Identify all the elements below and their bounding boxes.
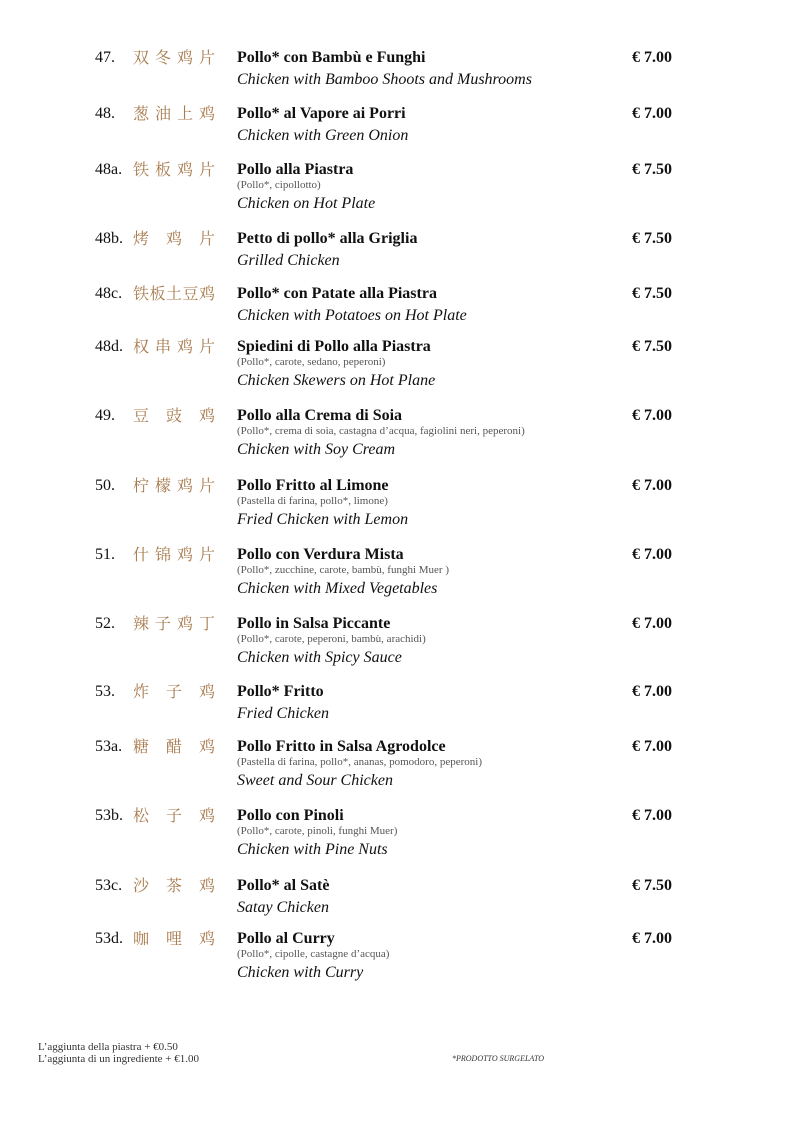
- item-ingredients: (Pollo*, carote, pinoli, funghi Muer): [237, 825, 398, 837]
- item-chinese-name: [133, 284, 215, 304]
- item-chinese-name: [133, 48, 215, 68]
- item-italian-name: Pollo alla Piastra: [237, 161, 354, 178]
- item-italian-name: Pollo* Fritto: [237, 683, 324, 700]
- item-english-name: Grilled Chicken: [237, 252, 340, 269]
- item-italian-name: Pollo* con Patate alla Piastra: [237, 285, 437, 302]
- item-chinese-name: [133, 406, 215, 426]
- item-chinese-name: [133, 806, 215, 826]
- item-price: € 7.00: [632, 738, 672, 755]
- item-chinese-name: [133, 476, 215, 496]
- item-number: 50.: [95, 477, 115, 494]
- chinese-char: 子: [165, 682, 182, 701]
- chinese-char: 葱: [133, 104, 150, 123]
- item-english-name: Satay Chicken: [237, 899, 329, 916]
- chinese-char: 串: [154, 337, 171, 356]
- chinese-char: 鸡: [165, 229, 182, 248]
- chinese-char: 冬: [154, 48, 171, 67]
- item-chinese-name: [133, 337, 215, 357]
- item-number: 48a.: [95, 161, 123, 178]
- item-number: 48b.: [95, 230, 123, 247]
- chinese-char: 烤: [133, 229, 150, 248]
- chinese-char: 鸡: [176, 48, 193, 67]
- item-ingredients: (Pollo*, carote, peperoni, bambù, arachidi): [237, 633, 426, 645]
- item-price: € 7.00: [632, 546, 672, 563]
- item-chinese-name: [133, 160, 215, 180]
- chinese-char: 鸡: [198, 806, 215, 825]
- item-english-name: Chicken with Soy Cream: [237, 441, 396, 458]
- item-number: 51.: [95, 546, 115, 563]
- footer-ingredient-surcharge: L’aggiunta di un ingrediente + €1.00: [38, 1053, 199, 1065]
- item-price: € 7.00: [632, 930, 672, 947]
- item-english-name: Chicken on Hot Plate: [237, 195, 376, 212]
- item-english-name: Fried Chicken: [237, 705, 329, 722]
- chinese-char: 檬: [154, 476, 171, 495]
- item-italian-name: Pollo* al Satè: [237, 877, 330, 894]
- item-price: € 7.00: [632, 407, 672, 424]
- chinese-char: 咖: [133, 929, 150, 948]
- item-price: € 7.00: [632, 683, 672, 700]
- chinese-char: 上: [176, 104, 193, 123]
- chinese-char: 片: [198, 160, 215, 179]
- chinese-char: 板: [154, 160, 171, 179]
- item-italian-name: Pollo* al Vapore ai Porri: [237, 105, 406, 122]
- chinese-char: 鸡: [198, 104, 215, 123]
- item-number: 49.: [95, 407, 115, 424]
- chinese-char: 辣: [133, 614, 150, 633]
- chinese-char: 片: [198, 48, 215, 67]
- item-english-name: Chicken with Curry: [237, 964, 364, 981]
- item-english-name: Chicken with Pine Nuts: [237, 841, 388, 858]
- item-english-name: Chicken Skewers on Hot Plane: [237, 372, 436, 389]
- chinese-char: 醋: [165, 737, 182, 756]
- item-price: € 7.00: [632, 615, 672, 632]
- item-price: € 7.00: [632, 49, 672, 66]
- item-italian-name: Spiedini di Pollo alla Piastra: [237, 338, 431, 355]
- item-italian-name: Pollo con Pinoli: [237, 807, 344, 824]
- item-italian-name: Pollo Fritto in Salsa Agrodolce: [237, 738, 446, 755]
- item-ingredients: (Pollo*, zucchine, carote, bambù, funghi Muer ): [237, 564, 449, 576]
- item-price: € 7.50: [632, 161, 672, 178]
- item-italian-name: Pollo in Salsa Piccante: [237, 615, 391, 632]
- item-number: 47.: [95, 49, 115, 66]
- chinese-char: 双: [133, 48, 150, 67]
- item-english-name: Chicken with Spicy Sauce: [237, 649, 402, 666]
- chinese-char: 鸡: [198, 737, 215, 756]
- item-price: € 7.50: [632, 285, 672, 302]
- chinese-char: 片: [198, 229, 215, 248]
- chinese-char: 丁: [198, 614, 215, 633]
- item-chinese-name: [133, 737, 215, 757]
- item-chinese-name: [133, 929, 215, 949]
- item-price: € 7.00: [632, 477, 672, 494]
- item-number: 53a.: [95, 738, 123, 755]
- item-number: 53d.: [95, 930, 123, 947]
- item-ingredients: (Pollo*, cipollotto): [237, 179, 321, 191]
- chinese-char: 茶: [165, 876, 182, 895]
- item-chinese-name: [133, 614, 215, 634]
- chinese-char: 片: [198, 337, 215, 356]
- item-english-name: Fried Chicken with Lemon: [237, 511, 409, 528]
- chinese-char: 鸡: [176, 337, 193, 356]
- chinese-char: 炸: [133, 682, 150, 701]
- chinese-char: 鸡: [198, 284, 215, 303]
- chinese-char: 铁: [133, 284, 150, 303]
- item-number: 48c.: [95, 285, 123, 302]
- item-english-name: Chicken with Bamboo Shoots and Mushrooms: [237, 71, 532, 88]
- item-english-name: Sweet and Sour Chicken: [237, 772, 393, 789]
- item-ingredients: (Pastella di farina, pollo*, limone): [237, 495, 388, 507]
- item-italian-name: Pollo alla Crema di Soia: [237, 407, 403, 424]
- chinese-char: 鸡: [176, 545, 193, 564]
- item-ingredients: (Pollo*, cipolle, castagne d’acqua): [237, 948, 390, 960]
- chinese-char: 片: [198, 476, 215, 495]
- item-number: 52.: [95, 615, 115, 632]
- item-english-name: Chicken with Potatoes on Hot Plate: [237, 307, 467, 324]
- item-ingredients: (Pastella di farina, pollo*, ananas, pomodoro, peperoni): [237, 756, 482, 768]
- chinese-char: 沙: [133, 876, 150, 895]
- chinese-char: 子: [154, 614, 171, 633]
- item-english-name: Chicken with Mixed Vegetables: [237, 580, 438, 597]
- item-number: 53c.: [95, 877, 123, 894]
- item-italian-name: Pollo Fritto al Limone: [237, 477, 389, 494]
- chinese-char: 板: [149, 284, 166, 303]
- item-price: € 7.50: [632, 230, 672, 247]
- footer-plate-surcharge: L’aggiunta della piastra + €0.50: [38, 1041, 178, 1053]
- chinese-char: 柠: [133, 476, 150, 495]
- item-chinese-name: [133, 104, 215, 124]
- item-ingredients: (Pollo*, carote, sedano, peperoni): [237, 356, 386, 368]
- item-price: € 7.00: [632, 807, 672, 824]
- item-price: € 7.50: [632, 877, 672, 894]
- chinese-char: 鸡: [198, 682, 215, 701]
- chinese-char: 鸡: [176, 476, 193, 495]
- chinese-char: 锦: [154, 545, 171, 564]
- item-price: € 7.00: [632, 105, 672, 122]
- item-chinese-name: [133, 682, 215, 702]
- chinese-char: 权: [133, 337, 150, 356]
- item-number: 53.: [95, 683, 115, 700]
- chinese-char: 鸡: [198, 406, 215, 425]
- item-italian-name: Pollo con Verdura Mista: [237, 546, 404, 563]
- item-number: 48.: [95, 105, 115, 122]
- chinese-char: 豆: [133, 406, 150, 425]
- chinese-char: 松: [133, 806, 150, 825]
- chinese-char: 子: [165, 806, 182, 825]
- chinese-char: 油: [154, 104, 171, 123]
- frozen-product-note: *PRODOTTO SURGELATO: [452, 1054, 545, 1063]
- chinese-char: 哩: [165, 929, 182, 948]
- chinese-char: 土: [165, 284, 182, 303]
- chinese-char: 鸡: [198, 876, 215, 895]
- item-ingredients: (Pollo*, crema di soia, castagna d’acqua, fagiolini neri, peperoni): [237, 425, 525, 437]
- chinese-char: 豉: [165, 406, 182, 425]
- chinese-char: 什: [133, 545, 150, 564]
- item-english-name: Chicken with Green Onion: [237, 127, 409, 144]
- chinese-char: 鸡: [198, 929, 215, 948]
- item-number: 53b.: [95, 807, 123, 824]
- chinese-char: 鸡: [176, 614, 193, 633]
- item-italian-name: Pollo* con Bambù e Funghi: [237, 49, 426, 66]
- item-italian-name: Pollo al Curry: [237, 930, 335, 947]
- item-price: € 7.50: [632, 338, 672, 355]
- chinese-char: 鸡: [176, 160, 193, 179]
- item-chinese-name: [133, 229, 215, 249]
- chinese-char: 铁: [133, 160, 150, 179]
- chinese-char: 豆: [182, 284, 199, 303]
- item-number: 48d.: [95, 338, 123, 355]
- chinese-char: 片: [198, 545, 215, 564]
- item-chinese-name: [133, 545, 215, 565]
- item-chinese-name: [133, 876, 215, 896]
- item-italian-name: Petto di pollo* alla Griglia: [237, 230, 418, 247]
- chinese-char: 糖: [133, 737, 150, 756]
